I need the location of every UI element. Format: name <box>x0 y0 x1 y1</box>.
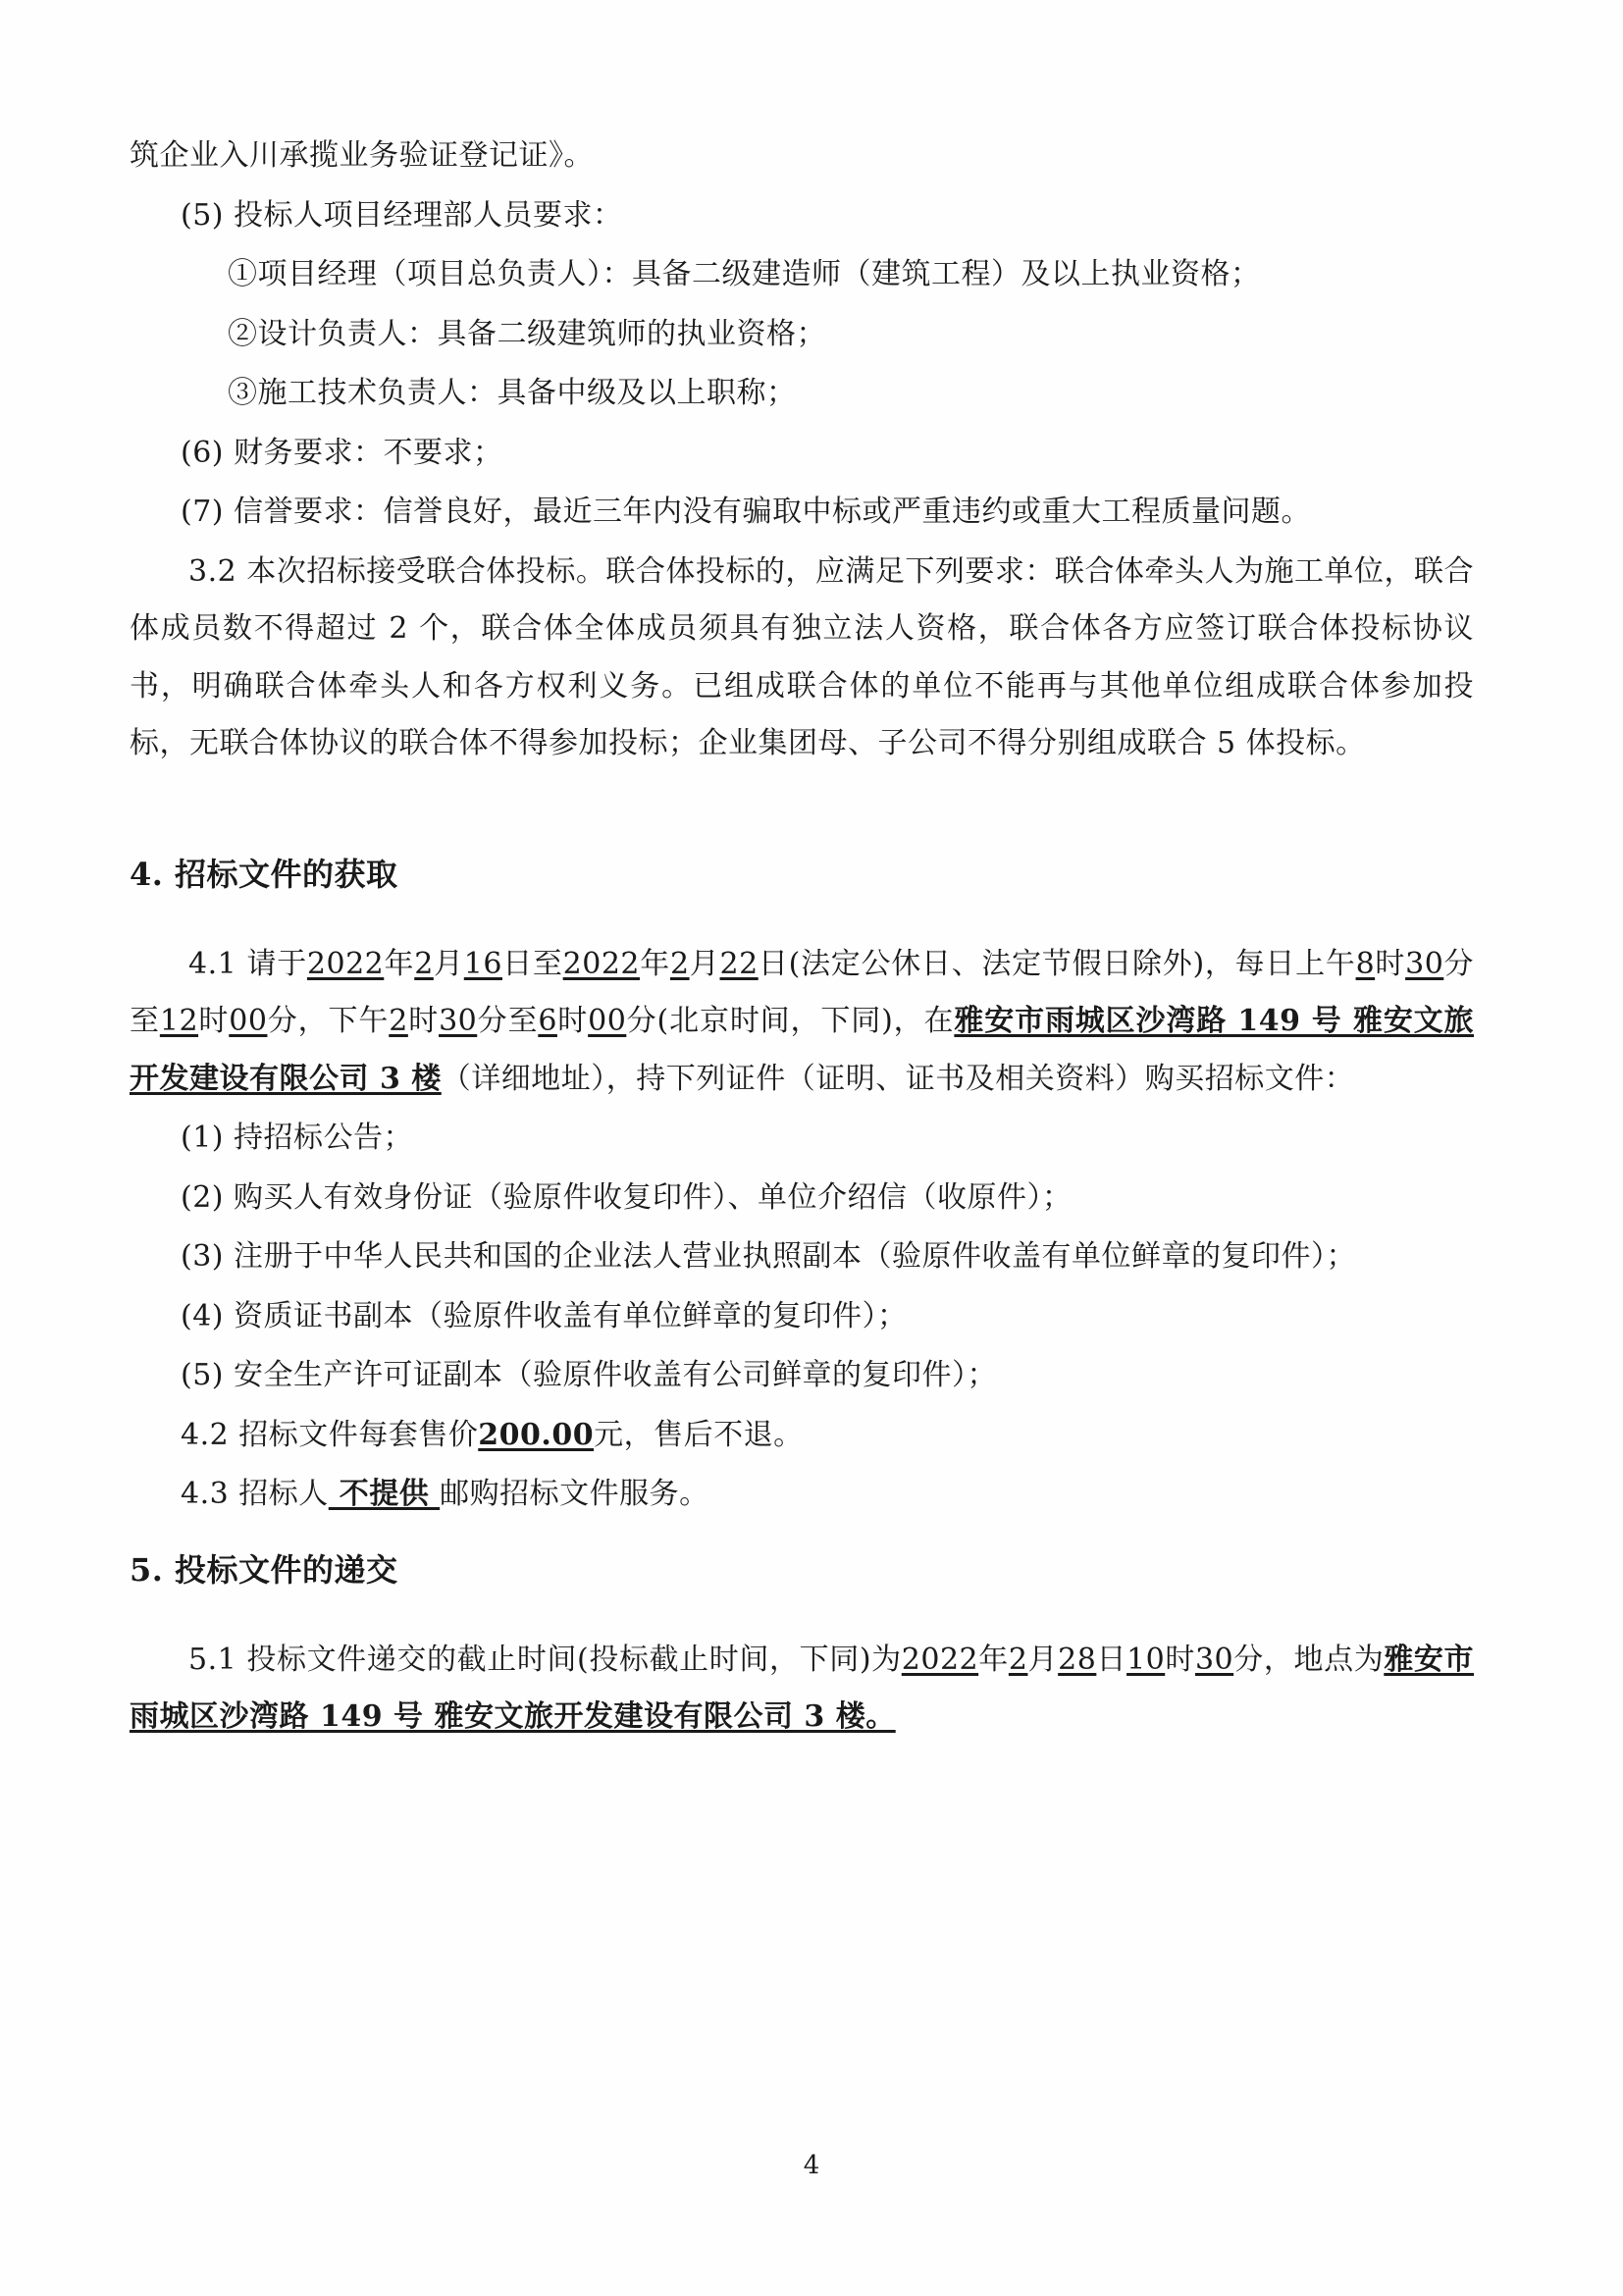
unit-hour-4: 时 <box>556 1004 589 1038</box>
unit-hour-1: 时 <box>1375 946 1406 981</box>
date-month-1: 2 <box>414 946 434 981</box>
unit-year-5: 年 <box>978 1642 1009 1677</box>
spacer <box>130 1526 1474 1545</box>
unit-year-2: 年 <box>640 946 670 981</box>
time-at-1: 至 <box>130 1004 160 1038</box>
item-7-credit: (7) 信誉要求：信誉良好，最近三年内没有骗取中标或严重违约或重大工程质量问题。 <box>181 495 1312 529</box>
unit-minute-1: 分 <box>1443 946 1475 981</box>
clause-3-2: 3.2 本次招标接受联合体投标。联合体投标的，应满足下列要求：联合体牵头人为施工单位，联合体成员数不得超过 2 个，联合体全体成员须具有独立法人资格，联合体各方应签订联合体投标协议书，明确联合体牵头人和各方权利义务。已组成联合体的单位不能再与其他单位组成联合体参加投标，无联合体协议的联合体不得参加投标；企业集团母、子公司不得分别组成联合 5 体投标。 <box>130 553 1474 760</box>
unit-day-2: 日 <box>758 946 789 981</box>
date-day-1: 16 <box>463 946 502 981</box>
time-hour-2: 12 <box>159 1004 199 1038</box>
unit-day-5: 日 <box>1096 1642 1127 1677</box>
date-year-2: 2022 <box>562 946 641 981</box>
clause-4-2 <box>130 1407 1474 1465</box>
item-5-sub-1: ①项目经理（项目总负责人）：具备二级建造师（建筑工程）及以上执业资格； <box>228 257 1261 291</box>
unit-minute-2: 分 <box>267 1004 298 1038</box>
unit-hour-2: 时 <box>198 1004 230 1038</box>
unit-minute-4: 分 <box>626 1004 657 1038</box>
unit-minute-5: 分 <box>1233 1642 1264 1677</box>
time-hour-1: 8 <box>1355 946 1376 981</box>
clause-4-3-prefix: 4.3 招标人 <box>181 1477 329 1511</box>
mail-service-emphasis: 不提供 <box>328 1477 441 1511</box>
deadline-minute: 30 <box>1194 1642 1234 1677</box>
time-minute-4: 00 <box>588 1004 627 1038</box>
unit-month-2: 月 <box>689 946 720 981</box>
unit-minute-3: 分 <box>477 1004 508 1038</box>
clause-5-1-mid: ，地点为 <box>1263 1642 1385 1677</box>
unit-day: 日 <box>501 946 533 981</box>
time-at-2: 至 <box>507 1004 539 1038</box>
deadline-day: 28 <box>1058 1642 1097 1677</box>
deadline-hour: 10 <box>1126 1642 1166 1677</box>
clause-4-2-tail: 元，售后不退。 <box>594 1417 804 1452</box>
clause-5-1 <box>130 1632 1474 1747</box>
deadline-year: 2022 <box>901 1642 979 1677</box>
heading-section-5: 5. 投标文件的递交 <box>130 1550 398 1589</box>
clause-4-1-mid-2: ，下午 <box>297 1004 390 1038</box>
heading-section-4: 4. 招标文件的获取 <box>130 855 398 893</box>
unit-month-5: 月 <box>1027 1642 1059 1677</box>
date-month-2: 2 <box>669 946 690 981</box>
clause-4-3-tail: 邮购招标文件服务。 <box>440 1477 709 1511</box>
clause-5-1-prefix: 5.1 投标文件递交的截止时间(投标截止时间，下同)为 <box>188 1642 902 1677</box>
doc-list-item-1: (1) 持招标公告； <box>181 1121 414 1155</box>
doc-list-item-3: (3) 注册于中华人民共和国的企业法人营业执照副本（验原件收盖有单位鲜章的复印件）； <box>181 1239 1357 1274</box>
clause-4-2-prefix: 4.2 招标文件每套售价 <box>181 1417 479 1452</box>
spacer <box>130 895 1474 936</box>
item-5-sub-3: ③施工技术负责人：具备中级及以上职称； <box>228 376 797 410</box>
unit-hour-3: 时 <box>407 1004 440 1038</box>
unit-month: 月 <box>433 946 464 981</box>
time-minute-3: 30 <box>439 1004 478 1038</box>
clause-4-1-prefix: 4.1 请于 <box>188 946 307 981</box>
doc-list-item-5: (5) 安全生产许可证副本（验原件收盖有公司鲜章的复印件）； <box>181 1358 998 1392</box>
item-5-sub-2: ②设计负责人：具备二级建筑师的执业资格； <box>228 316 826 351</box>
purchase-address: 雅安市雨城区沙湾路 149 号 雅安文旅开发建设有限公司 3 楼 <box>130 1004 1475 1096</box>
time-hour-3: 2 <box>389 1004 408 1038</box>
item-6-finance: (6) 财务要求：不要求； <box>181 435 503 470</box>
page-number: 4 <box>803 2151 820 2180</box>
paragraph-continued: 筑企业入川承揽业务验证登记证》。 <box>130 138 594 173</box>
date-year-1: 2022 <box>306 946 385 981</box>
clause-4-1 <box>130 936 1474 1109</box>
time-minute-1: 30 <box>1405 946 1444 981</box>
spacer <box>130 1591 1474 1632</box>
date-day-2: 22 <box>719 946 759 981</box>
document-price: 200.00 <box>478 1417 595 1452</box>
doc-list-item-4: (4) 资质证书副本（验原件收盖有单位鲜章的复印件）； <box>181 1298 908 1333</box>
deadline-month: 2 <box>1008 1642 1028 1677</box>
doc-list-item-2: (2) 购买人有效身份证（验原件收复印件）、单位介绍信（收原件）； <box>181 1179 1073 1215</box>
range-to: 至 <box>532 946 563 981</box>
time-hour-4: 6 <box>538 1004 557 1038</box>
unit-year: 年 <box>384 946 415 981</box>
item-5-personnel: (5) 投标人项目经理部人员要求： <box>181 197 623 233</box>
page-content <box>130 128 1474 1747</box>
clause-4-3 <box>130 1466 1474 1524</box>
spacer <box>130 775 1474 850</box>
time-minute-2: 00 <box>229 1004 268 1038</box>
unit-hour-5: 时 <box>1165 1642 1195 1677</box>
submission-address: 雅安市雨城区沙湾路 149 号 雅安文旅开发建设有限公司 3 楼。 <box>130 1642 1475 1734</box>
clause-4-1-mid-3: (北京时间，下同)，在 <box>656 1004 955 1038</box>
clause-4-1-tail: （详细地址），持下列证件（证明、证书及相关资料）购买招标文件： <box>441 1061 1355 1096</box>
clause-4-1-mid-1: (法定公休日、法定节假日除外)，每日上午 <box>788 946 1356 981</box>
